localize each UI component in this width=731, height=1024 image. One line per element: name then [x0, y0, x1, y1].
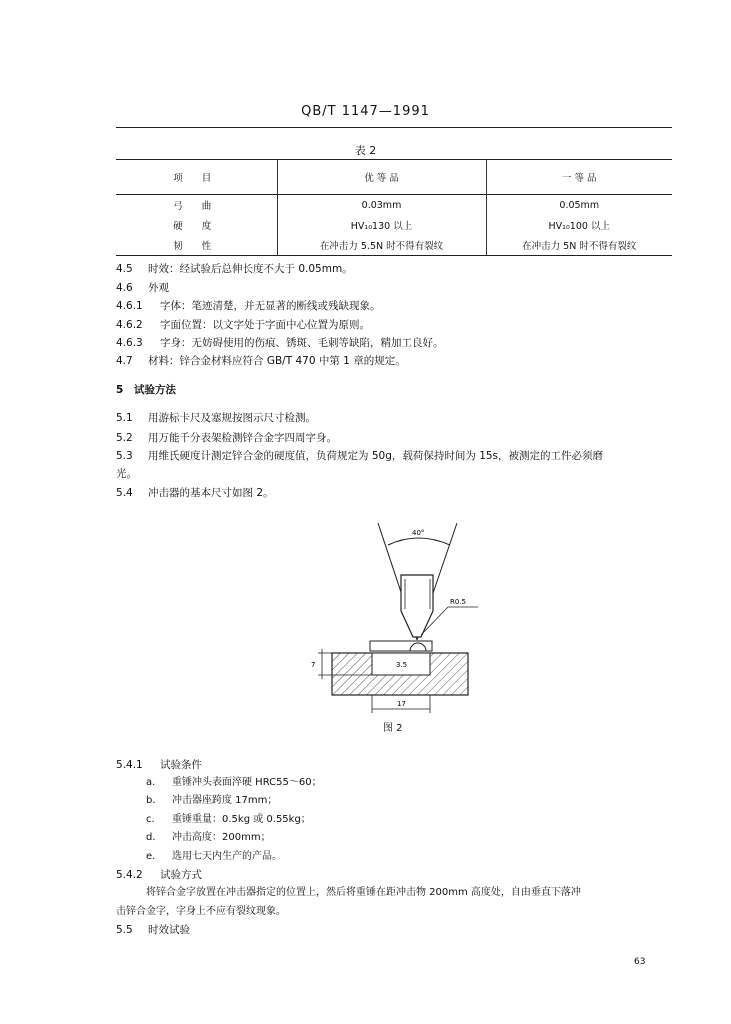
clause-text: 用万能千分表架检测锌合金字四周字身。 — [148, 432, 337, 444]
clause-number: 5.4.1 — [116, 759, 143, 771]
list-item — [146, 850, 282, 864]
slot-width-label: 3.5 — [396, 661, 408, 669]
clause-text: 材料：锌合金材料应符合 GB/T 470 中第 1 章的规定。 — [148, 355, 406, 367]
clause-4-6-2 — [116, 318, 676, 332]
clause-text: 用游标卡尺及塞规按图示尺寸检测。 — [148, 412, 316, 424]
clause-text: 试验条件 — [160, 759, 202, 771]
clause-5-4 — [116, 486, 676, 500]
table-header-row — [116, 160, 672, 195]
clause-text: 时效试验 — [148, 924, 190, 936]
clause-text: 试验方式 — [160, 869, 202, 881]
table-cell: 0.05mm — [486, 195, 672, 216]
list-mark: e. — [146, 851, 156, 862]
clause-number: 5.2 — [116, 432, 133, 444]
figure-caption: 图 2 — [383, 723, 403, 734]
clause-4-7 — [116, 354, 676, 368]
clause-4-5 — [116, 262, 676, 276]
table-row — [116, 235, 672, 256]
table-cell: 弓 曲 — [173, 201, 220, 212]
table-cell: HV₁₀100 以上 — [486, 215, 672, 235]
list-item — [146, 794, 277, 808]
radius-label: R0.5 — [450, 598, 466, 606]
clause-5-1 — [116, 411, 676, 425]
list-mark: d. — [146, 832, 156, 843]
clause-text: 光。 — [116, 468, 137, 480]
list-item — [146, 831, 271, 845]
table-cell: HV₁₀130 以上 — [277, 215, 486, 235]
clause-4-6-3 — [116, 336, 676, 350]
list-item — [146, 813, 311, 827]
clause-4-6 — [116, 281, 676, 295]
list-text: 选用七天内生产的产品。 — [172, 851, 282, 862]
clause-5-4-2-line-1: 将锌合金字放置在冲击器指定的位置上，然后将重锤在距冲击物 200mm 高度处，自由垂直下落冲 — [146, 887, 581, 898]
list-mark: b. — [146, 795, 156, 806]
impactor-figure — [300, 515, 480, 721]
length-label: 17 — [397, 700, 406, 708]
standard-code: QB/T 1147—1991 — [301, 104, 430, 119]
table-cell: 在冲击力 5.5N 时不得有裂纹 — [277, 235, 486, 256]
clause-text: 时效：经试验后总伸长度不大于 0.05mm。 — [148, 263, 353, 275]
clause-5-4-2-line-2: 击锌合金字，字身上不应有裂纹现象。 — [116, 906, 286, 917]
clause-number: 4.6.2 — [116, 319, 143, 331]
clause-text: 字身：无妨碍使用的伤痕、锈斑、毛刺等缺陷，精加工良好。 — [160, 337, 444, 349]
clause-number: 5.4 — [116, 487, 133, 499]
column-header: 优 等 品 — [277, 160, 486, 195]
table-row — [116, 195, 672, 216]
specimen-character — [370, 641, 432, 651]
clause-number: 4.6 — [116, 282, 133, 294]
clause-number: 4.5 — [116, 263, 133, 275]
list-mark: a. — [146, 777, 156, 788]
clause-number: 5.4.2 — [116, 869, 143, 881]
angle-arc — [388, 538, 450, 545]
clause-number: 5.3 — [116, 450, 133, 462]
table-cell: 硬 度 — [173, 221, 220, 232]
clause-number: 4.7 — [116, 355, 133, 367]
header-rule — [116, 127, 672, 128]
clause-number: 4.6.1 — [116, 300, 143, 312]
table-cell: 韧 性 — [116, 235, 277, 256]
height-label: 7 — [311, 661, 316, 669]
table-row — [116, 215, 672, 235]
list-text: 重锤冲头表面淬硬 HRC55～60； — [172, 777, 322, 788]
page-number: 63 — [634, 957, 646, 967]
clause-text: 字体：笔迹清楚，并无显著的断线或残缺现象。 — [160, 300, 381, 312]
list-mark: c. — [146, 814, 155, 825]
clause-number: 5.1 — [116, 412, 133, 424]
clause-number: 5.5 — [116, 924, 133, 936]
table-cell: 0.03mm — [277, 195, 486, 216]
column-header: 项 目 — [116, 160, 277, 195]
angle-label: 40° — [412, 529, 425, 537]
clause-number: 4.6.3 — [116, 337, 143, 349]
section-number: 5 — [116, 384, 124, 396]
clause-5-5 — [116, 923, 676, 937]
section-5-heading — [116, 383, 676, 397]
list-text: 重锤重量：0.5kg 或 0.55kg； — [172, 814, 311, 825]
list-text: 冲击器座跨度 17mm； — [172, 795, 278, 806]
column-header: 一 等 品 — [486, 160, 672, 195]
list-item — [146, 776, 322, 790]
clause-text: 字面位置：以文字处于字面中心位置为原则。 — [160, 319, 370, 331]
table-cell: 在冲击力 5N 时不得有裂纹 — [486, 235, 672, 256]
list-text: 冲击高度：200mm； — [172, 832, 271, 843]
clause-5-4-2 — [116, 868, 676, 882]
clause-text: 冲击器的基本尺寸如图 2。 — [148, 487, 274, 499]
clause-5-3-continued — [116, 467, 676, 481]
clause-5-2 — [116, 431, 676, 445]
spec-table — [116, 159, 672, 256]
clause-5-3 — [116, 449, 676, 463]
clause-text: 用维氏硬度计测定锌合金的硬度值，负荷规定为 50g，载荷保持时间为 15s，被测定的工件必须磨 — [148, 450, 604, 462]
clause-text: 外观 — [148, 282, 169, 294]
section-title: 试验方法 — [134, 384, 176, 396]
clause-4-6-1 — [116, 299, 676, 313]
clause-5-4-1 — [116, 758, 676, 772]
table-title: 表 2 — [354, 144, 377, 157]
